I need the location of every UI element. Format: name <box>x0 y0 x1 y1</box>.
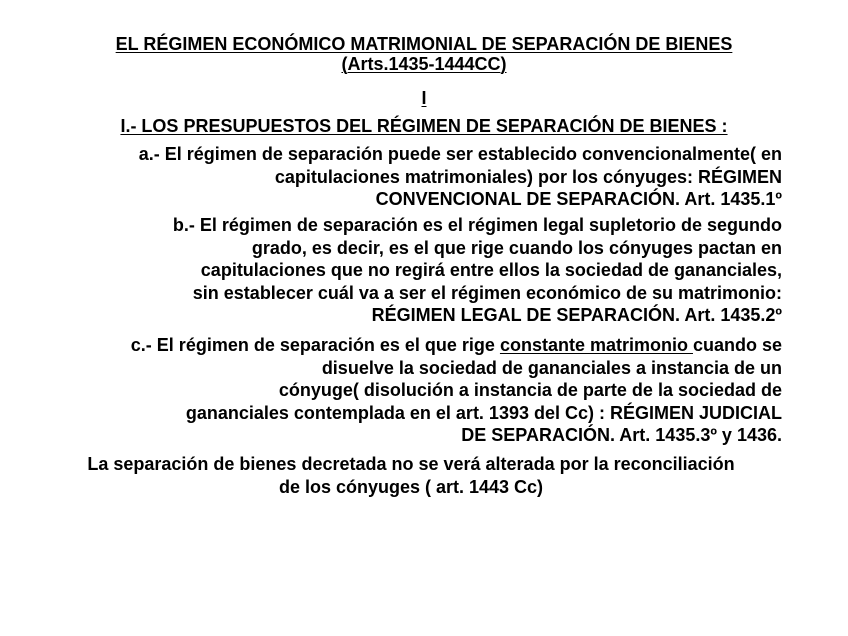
section-heading: I.- LOS PRESUPUESTOS DEL RÉGIMEN DE SEPARACIÓN DE BIENES : <box>120 116 728 136</box>
paragraph-b-line: b.- El régimen de separación es el régimen legal supletorio de segundo <box>172 215 782 235</box>
paragraph-c-line: gananciales contemplada en el art. 1393 del Cc) : RÉGIMEN JUDICIAL <box>185 402 782 423</box>
paragraph-c <box>40 334 782 447</box>
paragraph-a-line: capitulaciones matrimoniales) por los cónyuges: RÉGIMEN <box>274 166 782 187</box>
closing-note-line: La separación de bienes decretada no se verá alterada por la reconciliación <box>87 454 735 474</box>
paragraph-b-line: capitulaciones que no regirá entre ellos la sociedad de gananciales, <box>200 260 782 280</box>
paragraph-c-line1-suffix: cuando se <box>692 335 782 355</box>
paragraph-b-line: sin establecer cuál va a ser el régimen económico de su matrimonio: <box>192 282 782 303</box>
paragraph-b <box>40 214 782 327</box>
document-title <box>40 34 808 74</box>
paragraph-b-line: grado, es decir, es el que rige cuando los cónyuges pactan en <box>251 237 782 258</box>
paragraph-a <box>40 143 782 211</box>
paragraph-c-line1-prefix: c.- El régimen de separación es el que rige <box>130 335 500 355</box>
paragraph-a-line: a.- El régimen de separación puede ser establecido convencionalmente( en <box>138 144 782 164</box>
paragraph-b-line: RÉGIMEN LEGAL DE SEPARACIÓN. Art. 1435.2º <box>371 305 782 325</box>
closing-note <box>40 453 782 498</box>
section-roman-numeral: I <box>421 88 427 108</box>
paragraph-c-line: DE SEPARACIÓN. Art. 1435.3º y 1436. <box>461 425 782 445</box>
paragraph-c-line: disuelve la sociedad de gananciales a instancia de un <box>321 357 782 378</box>
paragraph-c-underlined-phrase: constante matrimonio <box>499 335 693 355</box>
paragraph-a-line: CONVENCIONAL DE SEPARACIÓN. Art. 1435.1º <box>375 189 782 209</box>
closing-note-line: de los cónyuges ( art. 1443 Cc) <box>278 476 544 497</box>
paragraph-c-line <box>40 334 782 357</box>
title-line-2: (Arts.1435-1444CC) <box>341 54 507 74</box>
title-line-1: EL RÉGIMEN ECONÓMICO MATRIMONIAL DE SEPARACIÓN DE BIENES <box>115 34 733 54</box>
paragraph-c-line: cónyuge( disolución a instancia de parte de la sociedad de <box>278 380 782 400</box>
